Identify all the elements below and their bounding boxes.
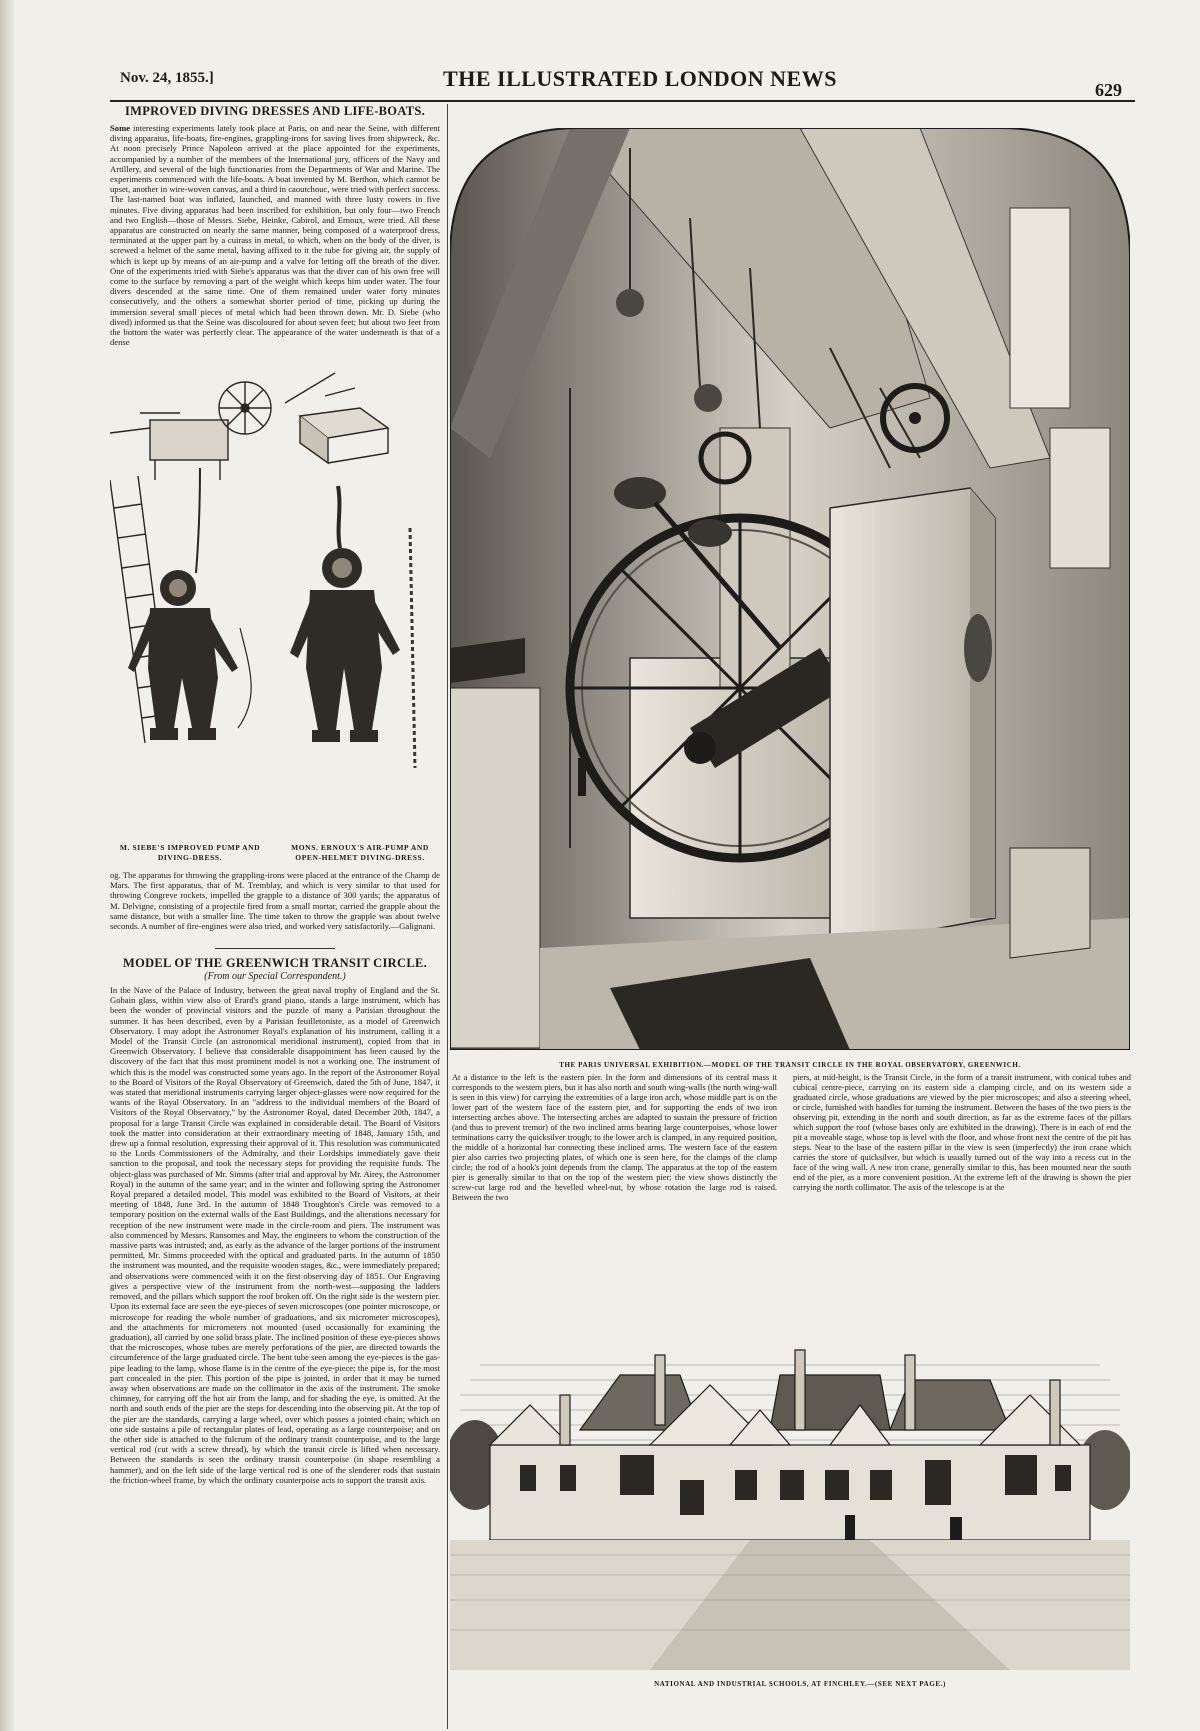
finchley-figure-caption: NATIONAL AND INDUSTRIAL SCHOOLS, AT FINCHLEY.—(SEE NEXT PAGE.) (654, 1680, 946, 1688)
center-column-2: piers, at mid-height, is the Transit Circle, in the form of a transit instrument, with conical tubes and cubical centre-piece, carrying on its eastern side a clamping circle, and on its western side a graduated circle, whose graduations are viewed by the pier microscopes; and also a steering wheel, or circle, furnished with handles for turning the instrument. Between the bases of the two piers is the observing pit, extending in the north and south direction, as far as the extreme faces of the pillars which support the roof (whose bases only are exhibited in the drawing). There is in each of end the pit a moveable stage, whose top is level with the floor, and whose front next the centre of the pit has steps. Near to the base of the eastern pillar in the view is seen (imperfectly) the iron crane which carries the store of quicksilver, but which is usually turned out of the way into a recess cut in the face of the wing wall. A new iron crane, generally similar to this, has been mounted near the south end of the pier, as a more convenient position. At the extreme left of the drawing is shown the pier carrying the north collimator. The axis of the telescope is at the (793, 1073, 1131, 1192)
transit-figure-caption: THE PARIS UNIVERSAL EXHIBITION.—MODEL OF THE TRANSIT CIRCLE IN THE ROYAL OBSERVATORY, GREENWICH. (559, 1061, 1021, 1069)
page-number: 629 (1095, 80, 1122, 100)
diving-continuation: og. The apparatus for throwing the grappling-irons were placed at the entrance of the Champ de Mars. The first apparatus, that of M. Tremblay, and which is very similar to that used for throwing Congreve rockets, impelled the grapple to a distance of 300 yards; the apparatus of M. Delvigne, consisting of a projectile fired from a small mortar, carried the grapple about the same distance, but with a smaller line. The time taken to throw the grapple was about twelve seconds. A number of fire-engines were also tried, and worked very satisfactorily.—Galignani. (110, 870, 440, 932)
transit-circle-engraving (450, 128, 1130, 1050)
article-divider (215, 948, 335, 949)
issue-date: Nov. 24, 1855.] (120, 70, 214, 86)
ernoux-diver-figure (290, 486, 400, 742)
transit-subheading: (From our Special Correspondent.) (204, 971, 346, 982)
diving-heading: IMPROVED DIVING DRESSES AND LIFE-BOATS. (124, 104, 426, 118)
header-rule (110, 100, 1135, 102)
diving-apparatus-engraving (110, 368, 440, 840)
diving-article (110, 104, 440, 379)
caption-ernoux: MONS. ERNOUX'S AIR-PUMP AND OPEN-HELMET DIVING-DRESS. (291, 843, 429, 862)
diving-body (110, 123, 440, 379)
transit-article (110, 956, 440, 1725)
diving-drop-word: Some (110, 123, 131, 133)
finchley-schools-engraving (450, 1255, 1130, 1670)
transit-body: In the Nave of the Palace of Industry, between the great naval trophy of England and the St. Gobain glass, within view also of Erard's grand piano, stands a large instrument, which has been the wonder of provincial visitors and the puzzle of many a Parisian throughout the summer. It has been described, even by a Parisian feuilletoniste, as a model of Greenwich Observatory. I may adopt the Astronomer Royal's explanation of his instrument, calling it a Model of the Transit Circle (an astronomical meridional instrument), copied from that in Greenwich Observatory. I believe that considerable disappointment has been caused by the discovery of the fact that this most prominent model is not a working one. The instrument of which this is the model was constructed some years ago. In the report of the Astronomer Royal to the Board of Visitors of the Royal Observatory of Greenwich, dated the 5th of June, 1847, it was stated that meridional instruments carrying larger object-glasses were now required for the wants of the Royal Observatory. In an "address to the individual members of the Board of Visitors of the Royal Observatory," by the Astronomer Royal, dated December 20th, 1847, a proposal for a large Transit Circle was explained in considerable detail. The Board of Visitors took the matter into consideration at their extraordinary meeting of 1848, January 15th, and drew up a formal resolution, expressing their approval of it. This resolution was communicated to the Lords Commissioners of the Admiralty, and their Lordships immediately gave their sanction to the proposal, and took the necessary steps for providing the requisite funds. The object-glass was purchased of Mr. Simms (after trial and approval by Mr. Airey, the Astronomer Royal) in the autumn of the same year; and in the winter and following spring the Astronomer Royal prepared a detailed model. This model was exhibited to the Board of Visitors, at their meeting of 1848, June 3rd. In the autumn of 1848 Troughton's Circle was removed to a temporary position on the external walls of the East Buildings, and the alterations necessary for reception of the new instrument were made in the circle-room and piers. The instrument was also commenced by Messrs. Ransomes and May, the engineers to whom the construction of the massive parts was intrusted; and, as early as the advance of the larger portions of the instrument permitted, Mr. Simms proceeded with the optical and graduated parts. In the autumn of 1850 the instrument was mounted, and the requisite wooden stages, &c., were immediately prepared; and observations were commenced with it on the first observing day of 1851. Our Engraving gives a perspective view of the instrument from the north-west—supposing the ladders removed, and the pillars which support the roof broken off. On the right side is the western pier. Upon its external face are seen the eye-pieces of seven microscopes (one pointer microscope, or microscope for reading the whole number of graduations, and six micrometer microscopes), and the attachments for micrometers not mounted (used occasionally for examining the graduation), all carried by one solid brass plate. The inclined position of these eye-pieces shows that the microscopes, whose tubes are merely perforations of the pier, are directed towards the circumference of the large graduated circle. The bent tube seen among the eye-pieces is the gas-pipe leading to the lamp, whose flame is in the centre of the eye-piece; the pipe is, for the most part concealed in the pier. This portion of the pipe is jointed, in order that it may be turned away when observations are made on the collimator in the axis of the instrument. The smoke chimney, for carrying off the hot air from the lamp, and for shading the eye, is omitted. At the north and south ends of the pier are the steps for descending into the observing pit. At the top of the pier are the standards, carrying a large wheel, over which passes a jointed chain; which on one side sustains a pile of rectangular plates of lead, operating as a large counterpoise; and on the other side is attached to the fulcrum of the ordinary transit counterpoise, and to the large vertical rod (cut with a screw thread), by which the transit circle is lifted when necessary. Between the standards is seen the ordinary transit counterpoise (in shape resembling a hammer), and on the left side of the large vertical rod is one of the slenderer rods that sustain the friction-wheel frame, by which the ordinary counterpoise acts to support the transit axis. (110, 985, 440, 1485)
transit-heading: MODEL OF THE GREENWICH TRANSIT CIRCLE. (122, 956, 428, 970)
center-column-1: At a distance to the left is the eastern pier. In the form and dimensions of its central mass it corresponds to the western piers, but it has also north and south wing-walls (the north wing-wall is seen in this view) for carrying the extremities of a large iron arch, whose middle part is on the lower part of the western face of the eastern pier, and for supporting the ends of two iron intersecting arches above. The intersecting arches are adapted to sustain the pressure of friction (and thus to prevent tremor) of the two inclined arms bearing large counterpoises, whose lower terminations carry the quicksilver trough; to the lower arch is clamped, in any required position, the middle of a horizontal bar connecting these inclined arms. The western face of the eastern pier also carries two projecting plates, of which one is seen here, for the clamps of the clamp circle; the rod of a hook's joint depends from the clamp. The apparatus at the top of the eastern pier is generally similar to that on the top of the western pier; the view shows distinctly the screw-cut large rod and the bevelled wheel-nut, by whose rotation the large rod is raised. Between the two (452, 1073, 777, 1202)
caption-siebe: M. SIEBE'S IMPROVED PUMP AND DIVING-DRESS. (119, 843, 261, 862)
column-rule (447, 104, 448, 1729)
page-binding-edge (0, 0, 14, 1731)
newspaper-title: THE ILLUSTRATED LONDON NEWS (443, 66, 837, 91)
diving-body-text: interesting experiments lately took place at Paris, on and near the Seine, with different diving apparatus, life-boats, fire-engines, grappling-irons for saving lives from shipwreck, &c. At noon precisely Prince Napoleon arrived at the place appointed for the experiments, accompanied by a number of the members of the International jury, officers of the Navy and Artillery, and several of the high functionaries from the Departments of War and Marine. The experiments commenced with the life-boats. A boat invented by M. Berthon, which cannot be upset, another in wire-woven canvas, and a third in caoutchouc, were tried with perfect success. The last-named boat was inflated, launched, and manned with three lusty rowers in five minutes. Five diving apparatus had been inscribed for exhibition, but only four—two French and two English—those of Messrs. Siebe, Heinke, Cabirol, and Ernoux, were tried. All these apparatus are constructed on nearly the same manner, being composed of a waterproof dress, terminated at the upper part by a cuirass in metal, to which, when on the body of the diver, is screwed a helmet of the same metal, having affixed to it the tube for giving air, the supply of which is kept up by means of an air-pump and a valve for letting off the breath of the diver. One of the experiments tried with Siebe's apparatus was that the diver can of his own free will come to the surface by removing a part of the weight which keeps him under water. The four divers descended at the same time. One of them remained under water forty minutes consecutively, and the others a somewhat shorter period of time, picking up during the immersion several small pieces of metal which had been thrown down. Mr. D. Siebe (who dived) informed us that the Seine was discoloured for about seven feet; but about two feet from the bottom the water was perfectly clear. The appearance of the water underneath is that of a dense (110, 123, 440, 348)
